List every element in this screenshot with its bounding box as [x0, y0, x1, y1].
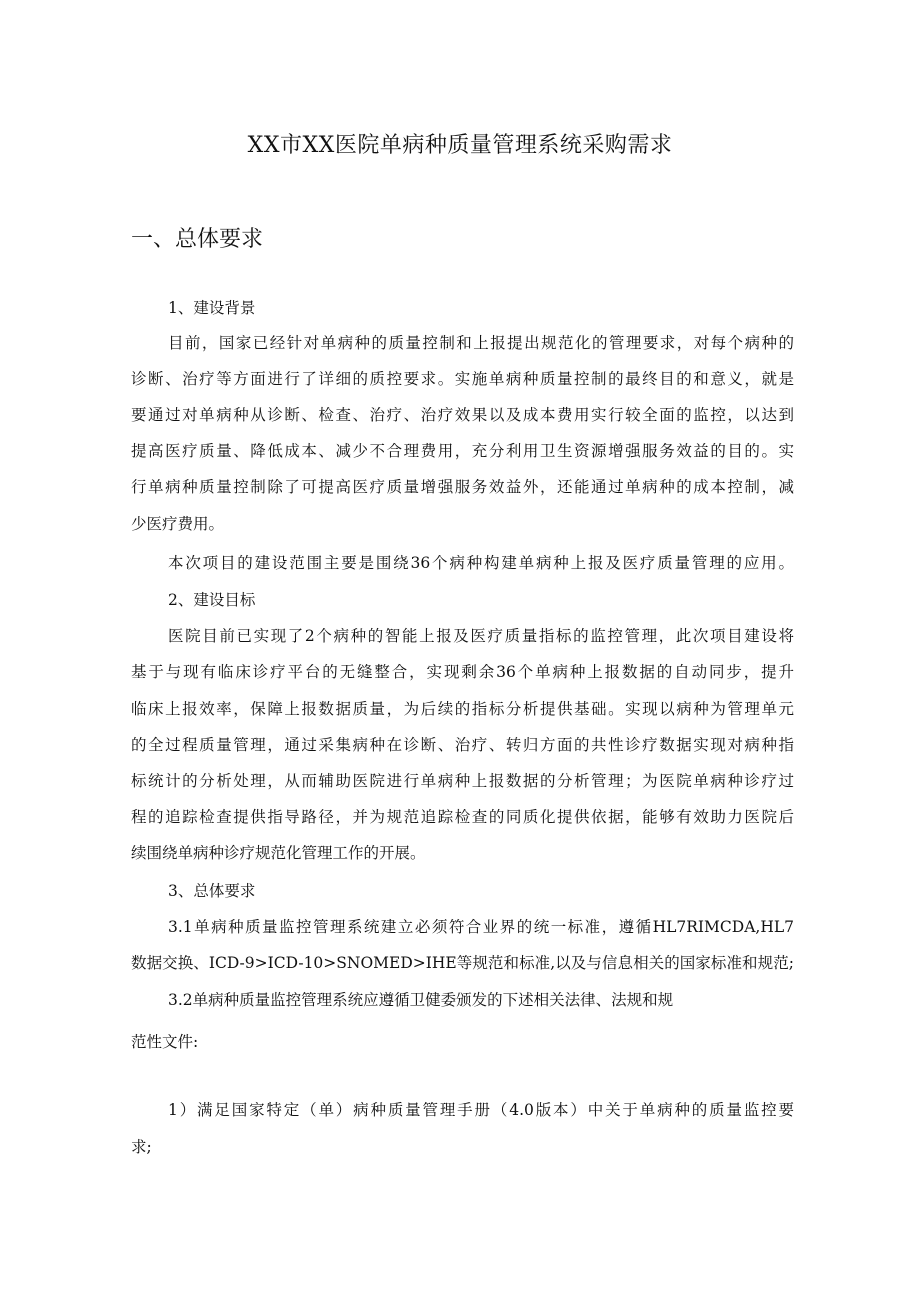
paragraph-line: 1）满足国家特定（单）病种质量管理手册（4.0版本）中关于单病种的质量监控要 [168, 1101, 794, 1119]
paragraph-line: 求; [131, 1138, 152, 1156]
section-heading-overall-requirements: 一、总体要求 [131, 227, 264, 252]
paragraph-line: 诊断、治疗等方面进行了详细的质控要求。实施单病种质量控制的最终目的和意义，就是 [131, 370, 794, 388]
paragraph-line: 提高医疗质量、降低成本、减少不合理费用，充分利用卫生资源增强服务效益的目的。实 [131, 442, 794, 460]
paragraph-line: 数据交换、ICD-9>ICD-10>SNOMED>IHE等规范和标准,以及与信息相关的国家标准和规范; [131, 954, 794, 972]
paragraph-line: 基于与现有临床诊疗平台的无缝整合，实现剩余36个单病种上报数据的自动同步，提升 [131, 663, 794, 681]
paragraph-line: 程的追踪检查提供指导路径，并为规范追踪检查的同质化提供依据，能够有效助力医院后 [131, 808, 794, 826]
paragraph-line: 3.1单病种质量监控管理系统建立必须符合业界的统一标准，遵循HL7RIMCDA,HL7 [168, 918, 794, 936]
paragraph-line: 目前，国家已经针对单病种的质量控制和上报提出规范化的管理要求，对每个病种的 [168, 334, 794, 352]
document-title: XX市XX医院单病种质量管理系统采购需求 [247, 133, 673, 158]
paragraph-scope: 本次项目的建设范围主要是围绕36个病种构建单病种上报及医疗质量管理的应用。 [168, 554, 794, 572]
paragraph-line: 续围绕单病种诊疗规范化管理工作的开展。 [131, 844, 426, 862]
paragraph-line: 要通过对单病种从诊断、检查、治疗、治疗效果以及成本费用实行较全面的监控，以达到 [131, 406, 794, 424]
paragraph-line: 范性文件: [131, 1033, 199, 1051]
paragraph-line: 标统计的分析处理，从而辅助医院进行单病种上报数据的分析管理；为医院单病种诊疗过 [131, 772, 794, 790]
paragraph-line: 的全过程质量管理，通过采集病种在诊断、治疗、转归方面的共性诊疗数据实现对病种指 [131, 736, 794, 754]
paragraph-line: 少医疗费用。 [131, 515, 225, 533]
paragraph-line: 3.2单病种质量监控管理系统应遵循卫健委颁发的下述相关法律、法规和规 [168, 991, 674, 1009]
subsection-label-goals: 2、建设目标 [168, 591, 256, 609]
paragraph-line: 临床上报效率，保障上报数据质量，为后续的指标分析提供基础。实现以病种为管理单元 [131, 700, 794, 718]
paragraph-line: 行单病种质量控制除了可提高医疗质量增强服务效益外，还能通过单病种的成本控制，减 [131, 478, 794, 496]
subsection-label-requirements: 3、总体要求 [168, 882, 256, 900]
paragraph-line: 医院目前已实现了2个病种的智能上报及医疗质量指标的监控管理，此次项目建设将 [168, 627, 794, 645]
subsection-label-background: 1、建设背景 [168, 299, 256, 317]
